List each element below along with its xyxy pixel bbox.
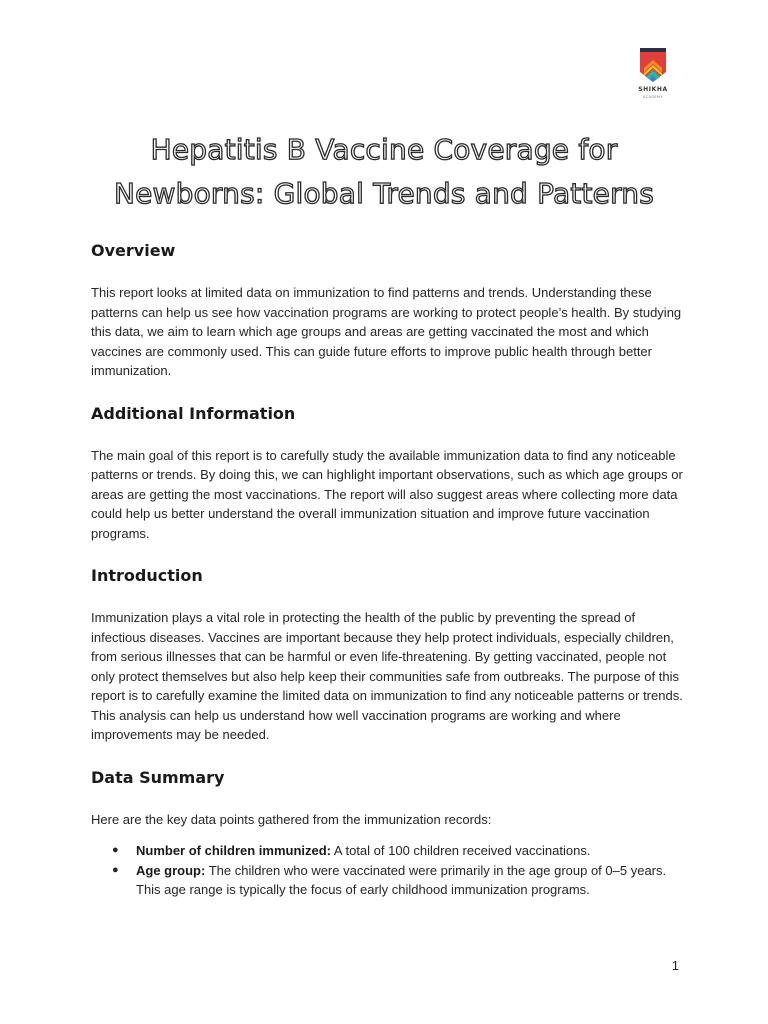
logo-name: SHIKHA [638, 86, 668, 93]
title-line-2: Newborns: Global Trends and Patterns [113, 177, 655, 210]
overview-heading: Overview [91, 241, 176, 260]
list-item-text: The children who were vaccinated were primarily in the age group of 0–5 years. This age range is typically the focus of early childhood immunization programs. [136, 862, 667, 897]
overview-paragraph: This report looks at limited data on immunization to find patterns and trends. Understanding these patterns can help us see how vaccination programs are working to protect people’s health. By studying this data, we aim to learn which age groups and areas are getting vaccinated the most and which vaccines are commonly used. This can guide future efforts to improve public health through better immunization. [91, 285, 682, 378]
data-summary-list [91, 841, 691, 900]
overview-section [91, 240, 691, 381]
introduction-heading: Introduction [91, 566, 203, 585]
list-item [91, 861, 691, 900]
document-body [91, 240, 691, 900]
data-summary-intro: Here are the key data points gathered from the immunization records: [91, 811, 492, 827]
data-summary-heading: Data Summary [91, 767, 225, 787]
list-item [91, 841, 691, 861]
introduction-paragraph: Immunization plays a vital role in protecting the health of the public by preventing the spread of infectious diseases. Vaccines are important because they help protect individuals, especially children, from serious illnesses that can be harmful or even life-threatening. By getting vaccinated, people not only protect themselves but also help keep their communities safe from outbreaks. The purpose of this report is to carefully examine the limited data on immunization to find any noticeable patterns or trends. This analysis can help us understand how well vaccination programs are working and where improvements may be needed. [91, 610, 683, 742]
list-item-label: Number of children immunized: [136, 843, 332, 858]
introduction-section [91, 565, 691, 745]
document-title [60, 128, 708, 216]
data-summary-section [91, 767, 691, 900]
bullet-icon: ● [112, 863, 119, 876]
list-item-text: A total of 100 children received vaccinations. [331, 843, 591, 858]
additional-information-paragraph: The main goal of this report is to carefully study the available immunization data to find any noticeable patterns or trends. By doing this, we can highlight important observations, such as which age groups or areas are getting the most vaccinations. The report will also suggest areas where collecting more data could help us better understand the overall immunization situation and improve future vaccination programs. [91, 447, 683, 541]
bullet-icon: ● [112, 844, 119, 856]
additional-information-heading: Additional Information [91, 403, 296, 423]
academy-logo [632, 46, 674, 122]
list-item-label: Age group: [136, 862, 206, 878]
page-number: 1 [671, 958, 679, 973]
additional-information-section [91, 403, 691, 544]
logo-emblem-icon [632, 46, 674, 86]
title-line-1: Hepatitis B Vaccine Coverage for [150, 133, 618, 166]
logo-subtitle: ACADEMY [642, 95, 664, 99]
